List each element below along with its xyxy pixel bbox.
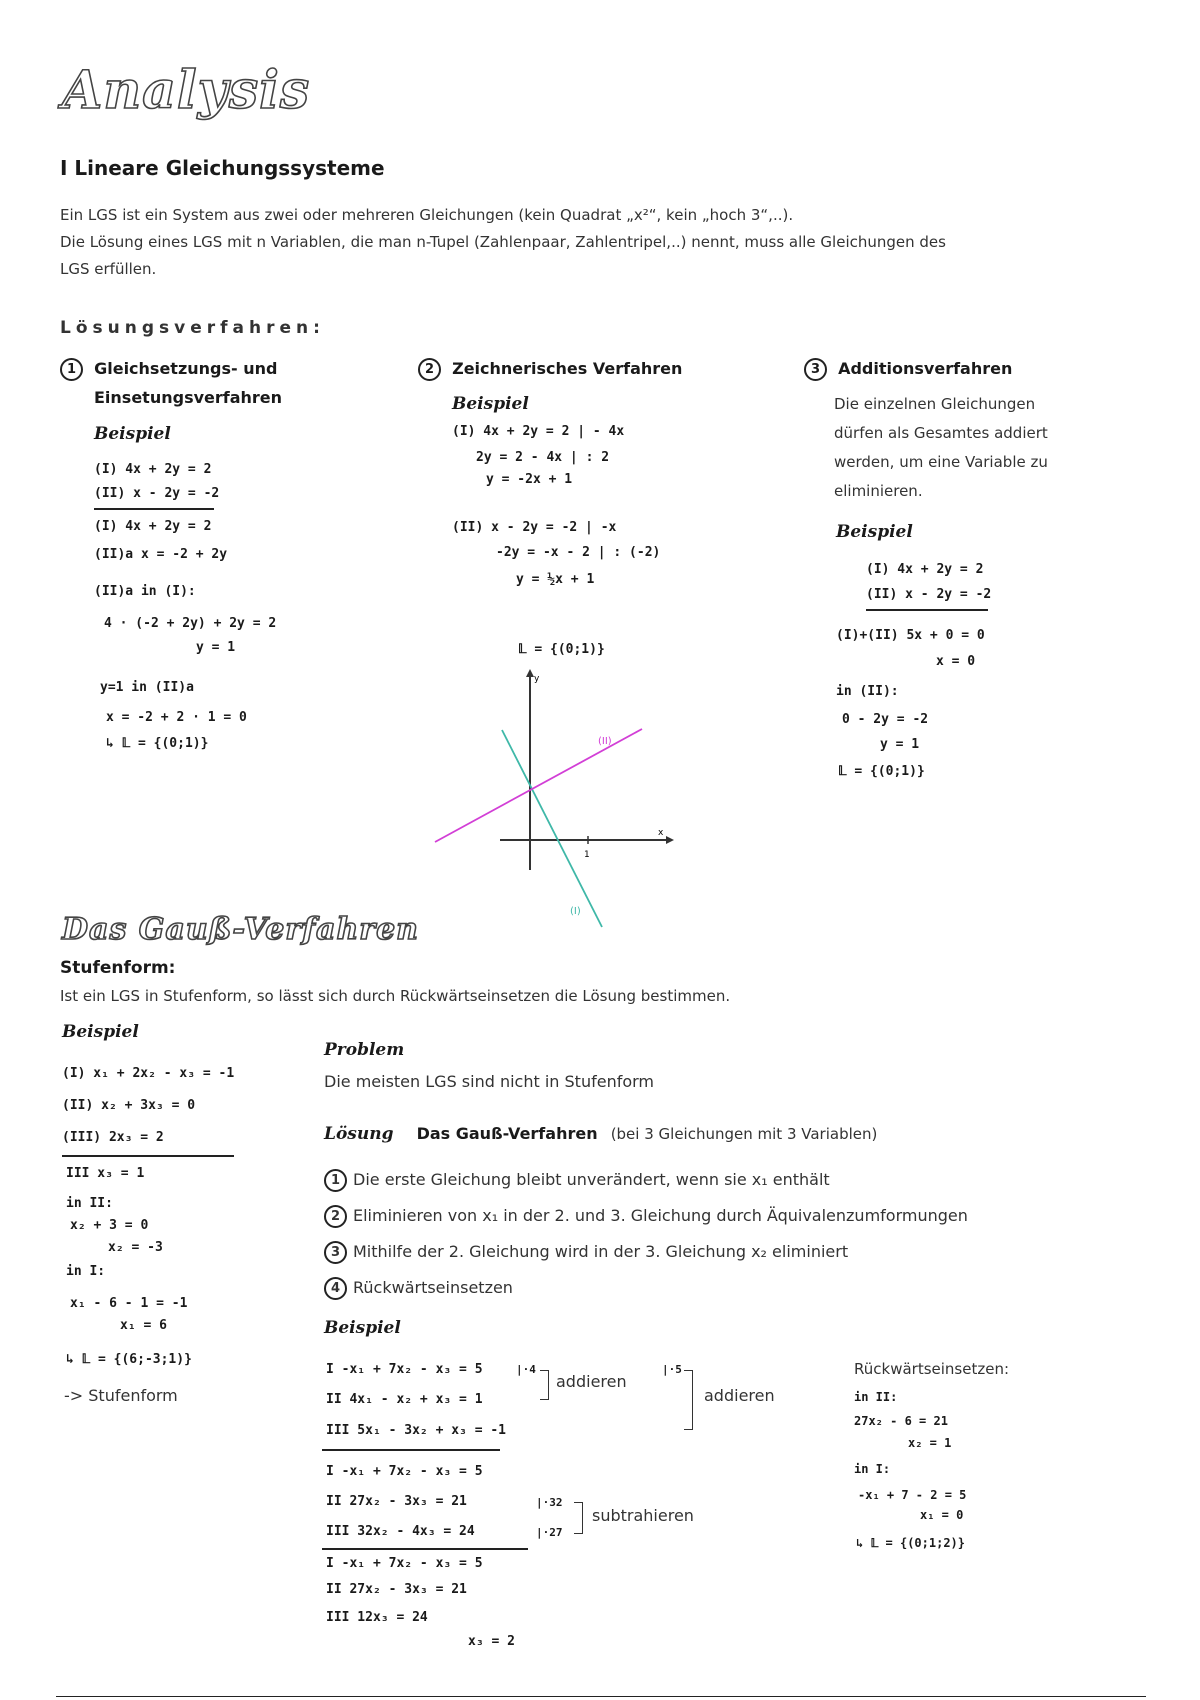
gauss-eq: I -x₁ + 7x₂ - x₃ = 5 <box>326 1362 483 1377</box>
method1-eq: (I) 4x + 2y = 2 <box>94 519 212 534</box>
x-axis-label: x <box>658 828 664 838</box>
method3-eq: in (II): <box>836 684 899 699</box>
graph-line-2-label: (II) <box>598 736 612 747</box>
tick-label: 1 <box>584 850 590 860</box>
method2-eq: 2y = 2 - 4x | : 2 <box>476 450 610 465</box>
loesung-title: Das Gauß-Verfahren <box>416 1124 598 1143</box>
method3-eq: (I)+(II) 5x + 0 = 0 <box>836 628 985 643</box>
method3-header <box>804 358 1012 381</box>
method1-solution: ↳ 𝕃 = {(0;1)} <box>106 736 209 751</box>
gauss-steps <box>324 1162 968 1306</box>
intro-text <box>60 202 1150 283</box>
method3-eq: y = 1 <box>880 737 920 752</box>
method3-eq: x = 0 <box>936 654 976 669</box>
addieren-label: addieren <box>556 1372 627 1391</box>
step-number-circle: 4 <box>324 1277 347 1300</box>
x-axis-arrow <box>666 836 674 844</box>
rueck-title: Rückwärtseinsetzen: <box>854 1360 1010 1378</box>
gauss-eq: II 4x₁ - x₂ + x₃ = 1 <box>326 1392 483 1407</box>
y-axis-label: y <box>534 674 540 684</box>
gauss-step-text: Die erste Gleichung bleibt unverändert, wenn sie x₁ enthält <box>353 1170 830 1189</box>
method3-title: Additionsverfahren <box>838 359 1013 378</box>
method3-eq: (II) x - 2y = -2 <box>866 587 992 602</box>
method2-eq: (II) x - 2y = -2 | -x <box>452 520 617 535</box>
step-number-circle: 3 <box>324 1241 347 1264</box>
divider-line <box>322 1449 500 1451</box>
rueck-solution: ↳ 𝕃 = {(0;1;2)} <box>856 1536 966 1550</box>
stufen-eq: (I) x₁ + 2x₂ - x₃ = -1 <box>62 1066 235 1081</box>
gauss-step-text: Mithilfe der 2. Gleichung wird in der 3. Gleichung x₂ eliminiert <box>353 1242 849 1261</box>
method2-solution: 𝕃 = {(0;1)} <box>518 642 605 657</box>
method1-eq: (II)a in (I): <box>94 584 196 599</box>
stufen-eq: x₂ = -3 <box>108 1240 163 1255</box>
gauss-eq: II 27x₂ - 3x₃ = 21 <box>326 1494 467 1509</box>
gauss-eq: x₃ = 2 <box>468 1634 515 1649</box>
y-axis-arrow <box>526 669 534 677</box>
method1-eq: 4 · (-2 + 2y) + 2y = 2 <box>104 616 277 631</box>
method1-eq: y = 1 <box>196 640 236 655</box>
method1-title-2: Einsetungsverfahren <box>94 388 283 407</box>
stufen-eq: (II) x₂ + 3x₃ = 0 <box>62 1098 196 1113</box>
stufen-eq: in I: <box>66 1264 106 1279</box>
addieren-label: addieren <box>704 1386 775 1405</box>
bracket <box>684 1370 693 1430</box>
method1-title: Gleichsetzungs- und <box>94 359 278 378</box>
line-graph <box>420 665 680 935</box>
stufen-eq: (III) 2x₃ = 2 <box>62 1130 164 1145</box>
divider-line <box>94 508 214 510</box>
method1-eq: (II)a x = -2 + 2y <box>94 547 228 562</box>
method3-text <box>834 390 1048 506</box>
loesung-label: Lösung <box>324 1124 394 1144</box>
method1-eq: y=1 in (II)a <box>100 680 194 695</box>
step-number-circle: 1 <box>324 1169 347 1192</box>
method2-beispiel: Beispiel <box>452 394 529 414</box>
gauss-step-text: Rückwärtseinsetzen <box>353 1278 513 1297</box>
method3-text-line: eliminieren. <box>834 482 923 500</box>
intro-line: Die Lösung eines LGS mit n Variablen, die man n-Tupel (Zahlenpaar, Zahlentripel,..) nennt, muss alle Gleichungen des <box>60 233 946 251</box>
method3-text-line: Die einzelnen Gleichungen <box>834 395 1036 413</box>
rueck-eq: x₂ = 1 <box>908 1436 952 1450</box>
gauss-eq: II 27x₂ - 3x₃ = 21 <box>326 1582 467 1597</box>
stufen-eq: x₁ - 6 - 1 = -1 <box>70 1296 188 1311</box>
stufenform-label: Stufenform: <box>60 958 176 978</box>
stufen-eq: x₁ = 6 <box>120 1318 167 1333</box>
gauss-step <box>324 1198 968 1234</box>
multiplier: |·5 <box>662 1363 682 1376</box>
loesung-row <box>324 1124 877 1144</box>
rueck-eq: in I: <box>854 1462 891 1476</box>
gauss-eq: III 12x₃ = 24 <box>326 1610 428 1625</box>
gauss-eq: I -x₁ + 7x₂ - x₃ = 5 <box>326 1556 483 1571</box>
gauss-step <box>324 1270 968 1306</box>
rueck-eq: x₁ = 0 <box>920 1508 964 1522</box>
step-number-circle: 2 <box>324 1205 347 1228</box>
step-number-circle: 2 <box>418 358 441 381</box>
multiplier: |·4 <box>516 1363 536 1376</box>
multiplier: |·32 <box>536 1496 563 1509</box>
divider-line <box>62 1155 234 1157</box>
method2-title: Zeichnerisches Verfahren <box>452 359 683 378</box>
rueck-eq: in II: <box>854 1390 898 1404</box>
method2-eq: y = -2x + 1 <box>486 472 573 487</box>
divider-line <box>322 1548 528 1550</box>
method3-beispiel: Beispiel <box>836 522 913 542</box>
stufenform-text: Ist ein LGS in Stufenform, so lässt sich durch Rückwärtseinsetzen die Lösung bestimmen. <box>60 987 731 1005</box>
loesungsverfahren-label: Lösungsverfahren: <box>60 318 325 338</box>
problem-label: Problem <box>324 1040 405 1060</box>
loesung-note: (bei 3 Gleichungen mit 3 Variablen) <box>610 1125 878 1143</box>
gauss-eq: III 32x₂ - 4x₃ = 24 <box>326 1524 475 1539</box>
bracket <box>574 1502 583 1534</box>
divider-line <box>866 609 988 611</box>
method2-eq: y = ½x + 1 <box>516 572 595 587</box>
intro-line: Ein LGS ist ein System aus zwei oder mehreren Gleichungen (kein Quadrat „x²“, kein „hoch 3“,..). <box>60 206 794 224</box>
method1-eq: (II) x - 2y = -2 <box>94 486 220 501</box>
method1-beispiel: Beispiel <box>94 424 171 444</box>
gauss-step <box>324 1234 968 1270</box>
problem-text: Die meisten LGS sind nicht in Stufenform <box>324 1072 655 1091</box>
stufen-eq: III x₃ = 1 <box>66 1166 145 1181</box>
gauss-title: Das Gauß-Verfahren <box>62 912 419 947</box>
method2-eq: -2y = -x - 2 | : (-2) <box>496 545 661 560</box>
intro-line: LGS erfüllen. <box>60 260 157 278</box>
step-number-circle: 1 <box>60 358 83 381</box>
stufen-eq: x₂ + 3 = 0 <box>70 1218 149 1233</box>
method3-text-line: dürfen als Gesamtes addiert <box>834 424 1048 442</box>
rueck-eq: -x₁ + 7 - 2 = 5 <box>858 1488 967 1502</box>
gauss-beispiel: Beispiel <box>62 1022 139 1042</box>
gauss-beispiel-2: Beispiel <box>324 1318 401 1338</box>
method2-header <box>418 358 682 381</box>
stufenform-note: -> Stufenform <box>64 1386 178 1405</box>
gauss-eq: III 5x₁ - 3x₂ + x₃ = -1 <box>326 1423 507 1438</box>
stufen-eq: in II: <box>66 1196 113 1211</box>
multiplier: |·27 <box>536 1526 563 1539</box>
gauss-step-text: Eliminieren von x₁ in der 2. und 3. Gleichung durch Äquivalenzumformungen <box>353 1206 968 1225</box>
method3-solution: 𝕃 = {(0;1)} <box>838 764 925 779</box>
method1-eq: (I) 4x + 2y = 2 <box>94 462 212 477</box>
method3-eq: 0 - 2y = -2 <box>842 712 929 727</box>
gauss-step <box>324 1162 968 1198</box>
bracket <box>540 1370 549 1400</box>
graph-line-1-label: (I) <box>570 906 581 917</box>
method2-eq: (I) 4x + 2y = 2 | - 4x <box>452 424 625 439</box>
section-heading: I Lineare Gleichungssysteme <box>60 156 385 180</box>
stufen-solution: ↳ 𝕃 = {(6;-3;1)} <box>66 1352 192 1367</box>
rueck-eq: 27x₂ - 6 = 21 <box>854 1414 948 1428</box>
method3-text-line: werden, um eine Variable zu <box>834 453 1048 471</box>
subtrahieren-label: subtrahieren <box>592 1506 694 1525</box>
page-bottom-rule <box>56 1696 1146 1697</box>
method1-header <box>60 358 277 381</box>
gauss-eq: I -x₁ + 7x₂ - x₃ = 5 <box>326 1464 483 1479</box>
method3-eq: (I) 4x + 2y = 2 <box>866 562 984 577</box>
step-number-circle: 3 <box>804 358 827 381</box>
method1-eq: x = -2 + 2 · 1 = 0 <box>106 710 247 725</box>
page-title: Analysis <box>62 60 311 121</box>
